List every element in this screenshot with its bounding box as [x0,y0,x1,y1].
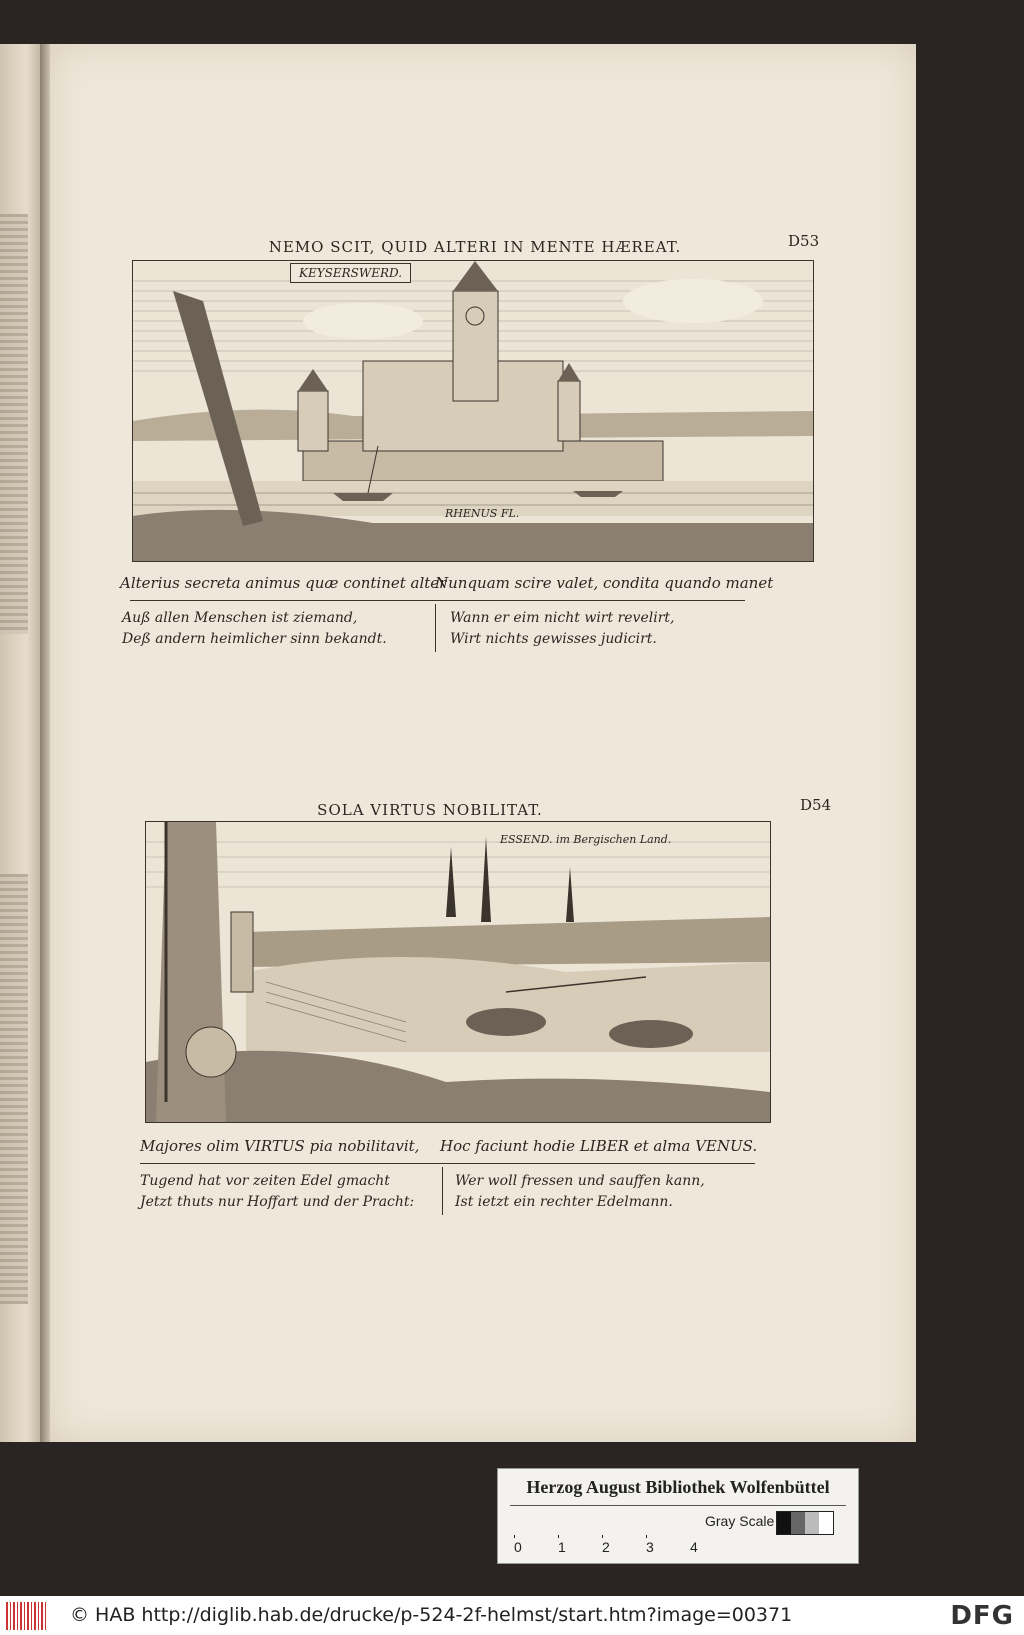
library-color-scale-card [497,1468,859,1564]
german-verse-line: Jetzt thuts nur Hoffart und der Pracht: [140,1194,415,1210]
gray-scale-label: Gray Scale [705,1513,775,1529]
german-verse-left [140,1171,414,1213]
verse-column-divider [435,604,436,652]
latin-verse-right: Nunquam scire valet, condita quando manet [435,574,774,592]
hab-logo-icon [6,1602,46,1630]
ruler-numbers [514,1539,734,1555]
verse-divider [130,600,745,601]
gray-swatch [791,1512,805,1534]
gray-swatch [805,1512,819,1534]
facing-page-print [0,874,28,1304]
facing-page-edge [0,44,44,1442]
german-verse-line: Auß allen Menschen ist ziemand, [122,610,358,626]
copyright-url[interactable]: © HAB http://diglib.hab.de/drucke/p-524-2f-helmst/start.htm?image=00371 [70,1604,793,1626]
verse-column-divider [442,1167,443,1215]
ruler-number: 4 [690,1539,698,1555]
library-name: Herzog August Bibliothek Wolfenbüttel [526,1477,830,1497]
latin-verse-left: Alterius secreta animus quæ continet alter [120,574,447,592]
ruler-number: 1 [558,1539,566,1555]
emblem-motto: NEMO SCIT, QUID ALTERI IN MENTE HÆREAT. [268,238,682,256]
german-verse-line: Wirt nichts gewisses judicirt. [450,631,657,647]
page-number: D54 [800,796,832,814]
latin-verse-left: Majores olim VIRTUS pia nobilitavit, [140,1137,420,1155]
ruler-number: 2 [602,1539,610,1555]
verse-divider [140,1163,755,1164]
gray-scale-swatches [776,1511,834,1535]
place-name-label: ESSEND. im Bergischen Land. [500,833,672,846]
facing-page-print [0,214,28,634]
latin-verse-right: Hoc faciunt hodie LIBER et alma VENUS. [440,1137,758,1155]
footer-bar [0,1596,1024,1635]
joust-engraving-art [146,822,770,1122]
emblem-motto: SOLA VIRTUS NOBILITAT. [317,801,543,819]
german-verse-line: Deß andern heimlicher sinn bekandt. [122,631,387,647]
german-verse-right [450,608,674,650]
german-verse-line: Tugend hat vor zeiten Edel gmacht [140,1173,390,1189]
dfg-logo: DFG [950,1601,1014,1631]
german-verse-line: Wann er eim nicht wirt revelirt, [450,610,675,626]
ruler-ticks [514,1535,690,1538]
page-number: D53 [788,232,820,250]
engraving-joust [145,821,771,1123]
ruler-number: 0 [514,1539,522,1555]
river-label: RHENUS FL. [445,507,520,520]
german-verse-line: Wer woll fressen und sauffen kann, [455,1173,705,1189]
card-divider [510,1505,846,1506]
emblem-essend [140,796,840,1269]
ruler-number: 3 [646,1539,654,1555]
book-page [50,44,916,1442]
place-name-banner: KEYSERSWERD. [290,263,411,283]
emblem-keyserswerd [120,184,820,654]
german-verse-left [122,608,387,650]
gray-swatch [819,1512,833,1534]
gray-swatch [777,1512,791,1534]
german-verse-line: Ist ietzt ein rechter Edelmann. [455,1194,673,1210]
german-verse-right [455,1171,705,1213]
